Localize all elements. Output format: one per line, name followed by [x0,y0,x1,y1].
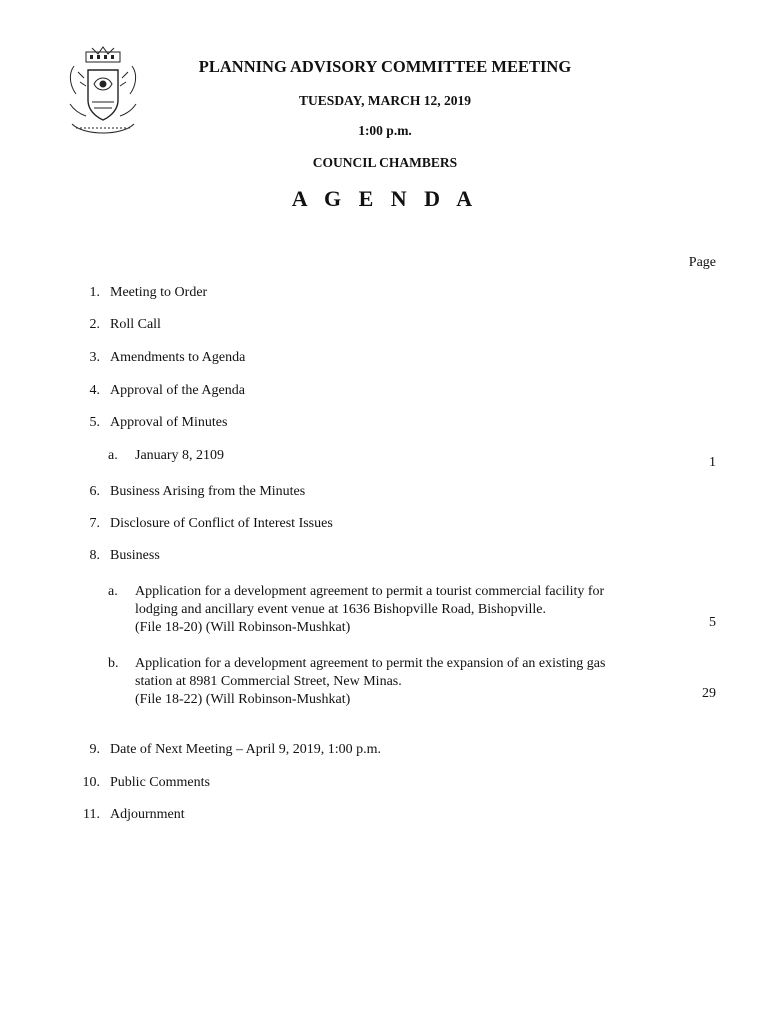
agenda-item-text: Approval of Minutes [110,415,228,430]
subitem-text: Application for a development agreement to permit a tourist commercial facility for [135,584,605,599]
subitem-letter: a. [108,584,118,599]
meeting-time: 1:00 p.m. [358,123,412,138]
page-number: 29 [702,686,716,701]
item-number: 1. [89,285,100,300]
subitem-text: January 8, 2109 [135,448,225,463]
item-number: 3. [89,350,100,365]
agenda-heading: A G E N D A [291,186,479,211]
item-number: 2. [89,317,100,332]
agenda-item-text: Meeting to Order [110,285,208,300]
meeting-date: TUESDAY, MARCH 12, 2019 [299,93,471,108]
subitem-letter: a. [108,448,118,463]
agenda-item-text: Roll Call [110,317,161,332]
meeting-title: PLANNING ADVISORY COMMITTEE MEETING [198,57,572,76]
item-number: 5. [89,415,100,430]
subitem-text: (File 18-20) (Will Robinson-Mushkat) [135,620,351,635]
agenda-item-text: Date of Next Meeting – April 9, 2019, 1:00 p.m. [110,742,382,757]
item-number: 6. [89,484,100,499]
agenda-item-text: Business Arising from the Minutes [110,484,306,499]
item-number: 9. [89,742,100,757]
subitem-text: (File 18-22) (Will Robinson-Mushkat) [135,692,351,707]
page-number: 5 [709,615,716,630]
subitem-text: station at 8981 Commercial Street, New Minas. [135,674,402,689]
subitem-text: lodging and ancillary event venue at 1636 Bishopville Road, Bishopville. [135,602,546,617]
agenda-item-text: Adjournment [110,807,185,822]
item-number: 7. [89,516,100,531]
subitem-text: Application for a development agreement to permit the expansion of an existing gas [135,656,606,671]
subitem-letter: b. [108,656,119,671]
agenda-item-text: Disclosure of Conflict of Interest Issues [110,516,333,531]
agenda-item-text: Business [110,548,160,563]
page-column-label: Page [688,255,716,270]
item-number: 4. [89,383,100,398]
item-number: 8. [89,548,100,563]
agenda-item-text: Public Comments [110,775,210,790]
agenda-item-text: Amendments to Agenda [110,350,246,365]
page-number: 1 [709,455,716,470]
agenda-item-text: Approval of the Agenda [110,383,245,398]
item-number: 10. [82,775,100,790]
meeting-location: COUNCIL CHAMBERS [312,155,458,170]
item-number: 11. [83,807,100,822]
